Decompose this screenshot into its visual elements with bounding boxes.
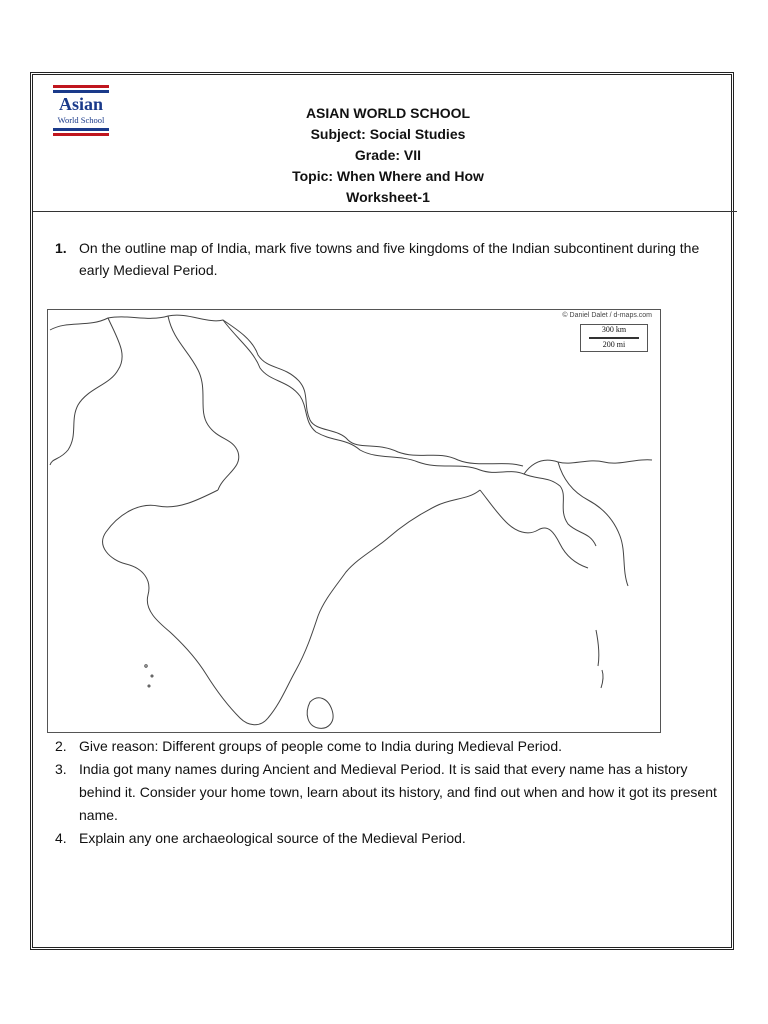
question-list (55, 735, 725, 850)
question-number: 3. (55, 761, 67, 777)
question-2 (55, 735, 725, 758)
question-text: Explain any one archaeological source of the Medieval Period. (79, 830, 466, 846)
scale-mi-label: 200 mi (602, 340, 626, 349)
question-number: 2. (55, 738, 67, 754)
map-outline (48, 310, 660, 732)
map-scale (580, 324, 648, 352)
question-1 (55, 237, 715, 281)
question-text: Give reason: Different groups of people come to India during Medieval Period. (79, 738, 563, 754)
map-credit: © Daniel Dalet / d-maps.com (562, 312, 652, 319)
question-text: India got many names during Ancient and Medieval Period. It is said that every name has a history behind it. Consider your home town, learn about its history, and find out when and how it got its present name. (79, 761, 717, 823)
question-3 (55, 758, 725, 827)
header-divider (33, 211, 737, 212)
school-logo (51, 85, 111, 145)
logo-subtext: World School (57, 115, 105, 125)
india-outline-map (47, 309, 661, 733)
scale-km-label: 300 km (601, 325, 627, 334)
worksheet-line: Worksheet-1 (346, 189, 430, 205)
school-name: ASIAN WORLD SCHOOL (305, 105, 471, 121)
header-titles (223, 103, 553, 208)
logo-text: Asian (58, 94, 103, 114)
worksheet-frame (30, 72, 734, 950)
topic-line: Topic: When Where and How (292, 168, 484, 184)
grade-line: Grade: VII (354, 147, 422, 163)
subject-line: Subject: Social Studies (310, 126, 466, 142)
question-4 (55, 827, 725, 850)
question-number: 1. (55, 240, 67, 256)
scale-bar (589, 337, 639, 339)
question-number: 4. (55, 830, 67, 846)
worksheet-header (33, 75, 731, 213)
question-text: On the outline map of India, mark five towns and five kingdoms of the Indian subcontinent during the early Medieval Period. (79, 240, 700, 278)
